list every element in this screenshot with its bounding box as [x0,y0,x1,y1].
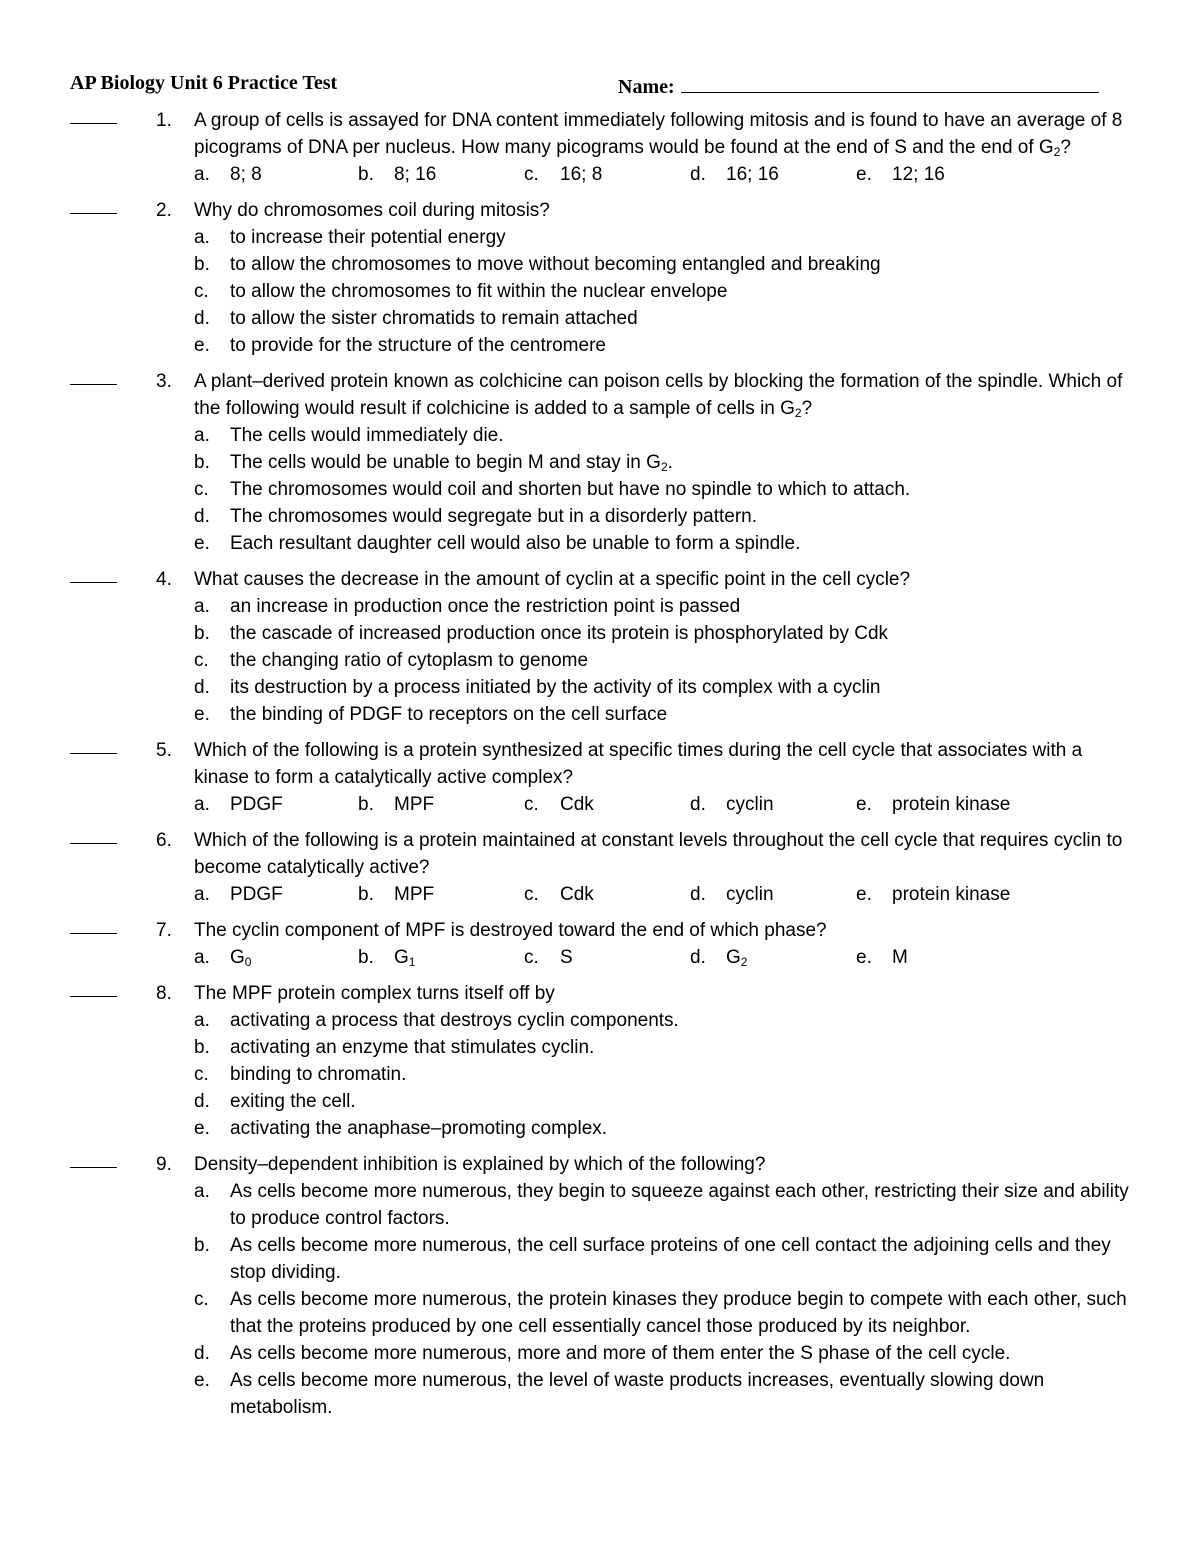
option-text: M [892,947,908,968]
option-text: to allow the chromosomes to fit within the nuclear envelope [230,281,728,302]
option-text: the cascade of increased production once its protein is phosphorylated by Cdk [230,623,889,644]
option-letter: a. [194,596,210,617]
option-d[interactable] [194,1340,1144,1367]
option-e[interactable] [856,791,1010,818]
options-list [194,224,1144,359]
question-stem-text: A plant–derived protein known as colchicine can poison cells by blocking the formation of the spindle. Which of the following would result if colchicine is added to a sample of cells in G [194,371,1123,419]
options-row [194,791,1200,818]
question-stem [194,566,1134,593]
option-text: MPF [394,794,435,815]
answer-blank[interactable] [70,996,117,997]
options-row [194,161,1200,188]
option-c[interactable] [194,647,1144,674]
option-letter: c. [194,650,209,671]
option-text: As cells become more numerous, the cell surface proteins of one cell contact the adjoining cells and they stop dividing. [230,1235,1111,1283]
question-number: 2. [156,200,172,221]
question-9 [0,1151,1200,1421]
option-e[interactable] [194,1367,1144,1421]
question-number: 3. [156,371,172,392]
option-text: PDGF [230,794,283,815]
option-c[interactable] [194,476,1144,503]
option-d[interactable] [194,503,1144,530]
option-letter: d. [194,1343,210,1364]
question-stem [194,197,1134,224]
question-number: 5. [156,740,172,761]
option-a[interactable] [194,593,1144,620]
option-text: cyclin [726,794,774,815]
option-letter: a. [194,1010,210,1031]
option-e[interactable] [194,1115,1144,1142]
option-a[interactable] [194,1178,1144,1232]
option-letter: b. [194,1037,210,1058]
option-text: protein kinase [892,794,1011,815]
option-a[interactable] [194,881,283,908]
option-letter: e. [194,1370,210,1391]
option-suffix: . [667,452,673,473]
option-letter: d. [690,164,706,185]
option-letter: e. [856,947,872,968]
answer-blank[interactable] [70,213,117,214]
option-letter: d. [194,1091,210,1112]
option-letter: d. [690,947,706,968]
option-letter: d. [194,308,210,329]
question-6 [0,827,1200,908]
option-text: cyclin [726,884,774,905]
option-a[interactable] [194,422,1144,449]
question-stem-text: Which of the following is a protein maintained at constant levels throughout the cell cycle that requires cyclin to become catalytically active? [194,830,1123,878]
option-a[interactable] [194,1007,1144,1034]
question-4 [0,566,1200,728]
stem-suffix: ? [1060,137,1071,158]
options-row [194,881,1200,908]
option-c[interactable] [524,161,602,188]
option-text: 8; 16 [394,164,437,185]
option-a[interactable] [194,791,283,818]
option-letter: a. [194,884,210,905]
question-stem [194,917,1134,944]
answer-blank[interactable] [70,843,117,844]
option-subscript: 1 [408,955,416,969]
option-text: The cells would immediately die. [230,425,504,446]
option-subscript: 2 [660,460,668,474]
option-b[interactable] [358,161,436,188]
option-subscript: 2 [740,955,748,969]
option-letter: b. [194,623,210,644]
option-letter: e. [856,794,872,815]
option-b[interactable] [194,620,1144,647]
option-letter: a. [194,425,210,446]
option-text: The chromosomes would segregate but in a disorderly pattern. [230,506,757,527]
option-c[interactable] [194,278,1144,305]
option-letter: a. [194,1181,210,1202]
option-text: G [230,947,245,968]
question-number: 9. [156,1154,172,1175]
question-stem-text: Why do chromosomes coil during mitosis? [194,200,550,221]
name-blank-line[interactable] [681,72,1099,93]
question-list [0,107,1200,1430]
option-text: As cells become more numerous, the protein kinases they produce begin to compete with each other, such that the proteins produced by one cell essentially cancel those produced by its neighbor. [230,1289,1127,1337]
answer-blank[interactable] [70,384,117,385]
answer-blank[interactable] [70,123,117,124]
option-text: 16; 8 [560,164,603,185]
option-letter: b. [194,254,210,275]
option-text: G [394,947,409,968]
option-a[interactable] [194,224,1144,251]
question-stem [194,737,1134,791]
question-2 [0,197,1200,359]
option-letter: c. [194,479,209,500]
option-text: to allow the chromosomes to move without becoming entangled and breaking [230,254,881,275]
option-b[interactable] [358,791,434,818]
question-stem-text: Which of the following is a protein synthesized at specific times during the cell cycle that associates with a kinase to form a catalytically active complex? [194,740,1083,788]
question-stem-text: The cyclin component of MPF is destroyed toward the end of which phase? [194,920,827,941]
option-text: S [560,947,573,968]
answer-blank[interactable] [70,753,117,754]
option-letter: c. [194,1289,209,1310]
option-letter: a. [194,164,210,185]
answer-blank[interactable] [70,933,117,934]
question-5 [0,737,1200,818]
option-c[interactable] [524,944,573,971]
option-letter: c. [524,884,539,905]
option-e[interactable] [194,530,1144,557]
option-letter: e. [194,704,210,725]
option-letter: c. [524,794,539,815]
question-stem-text: Density–dependent inhibition is explained by which of the following? [194,1154,766,1175]
question-stem-text: What causes the decrease in the amount of cyclin at a specific point in the cell cycle? [194,569,911,590]
option-letter: d. [690,884,706,905]
option-letter: d. [690,794,706,815]
option-text: 16; 16 [726,164,779,185]
option-letter: a. [194,227,210,248]
question-stem [194,1151,1134,1178]
option-text: binding to chromatin. [230,1064,407,1085]
option-text: The cells would be unable to begin M and stay in G [230,452,661,473]
option-a[interactable] [194,161,262,188]
option-text: As cells become more numerous, the level of waste products increases, eventually slowing down metabolism. [230,1370,1045,1418]
option-d[interactable] [690,881,774,908]
option-c[interactable] [194,1061,1144,1088]
option-text: G [726,947,741,968]
option-text: 8; 8 [230,164,262,185]
options-list [194,1007,1144,1142]
option-e[interactable] [856,161,945,188]
option-d[interactable] [690,161,779,188]
option-text: The chromosomes would coil and shorten but have no spindle to which to attach. [230,479,911,500]
question-7 [0,917,1200,971]
option-letter: b. [358,794,374,815]
option-b[interactable] [358,944,415,971]
answer-blank[interactable] [70,582,117,583]
option-text: its destruction by a process initiated by the activity of its complex with a cyclin [230,677,881,698]
options-list [194,1178,1144,1421]
option-a[interactable] [194,944,251,971]
option-letter: e. [194,1118,210,1139]
option-text: activating an enzyme that stimulates cyclin. [230,1037,595,1058]
option-text: the binding of PDGF to receptors on the cell surface [230,704,668,725]
question-stem-text: The MPF protein complex turns itself off by [194,983,555,1004]
option-text: MPF [394,884,435,905]
option-d[interactable] [690,791,774,818]
page-title: AP Biology Unit 6 Practice Test [70,72,338,94]
option-text: to allow the sister chromatids to remain attached [230,308,638,329]
name-label: Name: [618,76,675,98]
option-text: activating the anaphase–promoting complex. [230,1118,608,1139]
stem-subscript: 2 [794,406,802,420]
option-text: PDGF [230,884,283,905]
question-number: 7. [156,920,172,941]
option-b[interactable] [358,881,434,908]
option-letter: e. [194,335,210,356]
question-number: 8. [156,983,172,1004]
option-e[interactable] [194,701,1144,728]
option-c[interactable] [524,791,594,818]
option-letter: e. [856,164,872,185]
option-d[interactable] [194,674,1144,701]
option-c[interactable] [524,881,594,908]
option-letter: b. [194,452,210,473]
option-e[interactable] [856,944,908,971]
page-header [70,72,1130,102]
option-letter: c. [194,281,209,302]
option-text: an increase in production once the restriction point is passed [230,596,741,617]
options-list [194,593,1144,728]
option-d[interactable] [194,1088,1144,1115]
question-stem [194,368,1134,422]
question-stem [194,827,1134,881]
option-letter: c. [194,1064,209,1085]
question-number: 4. [156,569,172,590]
option-text: exiting the cell. [230,1091,356,1112]
option-letter: d. [194,506,210,527]
option-text: As cells become more numerous, they begin to squeeze against each other, restricting their size and ability to produce control factors. [230,1181,1129,1229]
option-letter: b. [358,947,374,968]
option-text: activating a process that destroys cyclin components. [230,1010,679,1031]
option-letter: b. [358,164,374,185]
option-text: the changing ratio of cytoplasm to genome [230,650,589,671]
option-c[interactable] [194,1286,1144,1340]
option-text: Cdk [560,794,594,815]
question-stem-text: A group of cells is assayed for DNA content immediately following mitosis and is found to have an average of 8 picograms of DNA per nucleus. How many picograms would be found at the end of S and the end of G [194,110,1123,158]
option-letter: a. [194,947,210,968]
question-stem [194,980,1134,1007]
question-number: 1. [156,110,172,131]
option-text: Cdk [560,884,594,905]
option-subscript: 0 [244,955,252,969]
options-list [194,422,1144,557]
option-text: As cells become more numerous, more and more of them enter the S phase of the cell cycle. [230,1343,1011,1364]
option-d[interactable] [690,944,747,971]
stem-subscript: 2 [1053,145,1061,159]
option-text: protein kinase [892,884,1011,905]
option-letter: c. [524,164,539,185]
option-text: to provide for the structure of the centromere [230,335,606,356]
answer-blank[interactable] [70,1167,117,1168]
option-letter: a. [194,794,210,815]
option-letter: d. [194,677,210,698]
option-text: Each resultant daughter cell would also be unable to form a spindle. [230,533,801,554]
option-e[interactable] [194,332,1144,359]
option-e[interactable] [856,881,1010,908]
question-3 [0,368,1200,557]
option-letter: e. [856,884,872,905]
name-field [618,72,1099,99]
option-text: 12; 16 [892,164,945,185]
option-letter: c. [524,947,539,968]
question-8 [0,980,1200,1142]
option-letter: b. [194,1235,210,1256]
option-b[interactable] [194,251,1144,278]
question-number: 6. [156,830,172,851]
question-stem [194,107,1134,161]
option-b[interactable] [194,1232,1144,1286]
option-d[interactable] [194,305,1144,332]
option-b[interactable] [194,449,1144,476]
options-row [194,944,1200,971]
option-text: to increase their potential energy [230,227,506,248]
stem-suffix: ? [801,398,813,419]
option-letter: e. [194,533,210,554]
option-letter: b. [358,884,374,905]
question-1 [0,107,1200,188]
option-b[interactable] [194,1034,1144,1061]
